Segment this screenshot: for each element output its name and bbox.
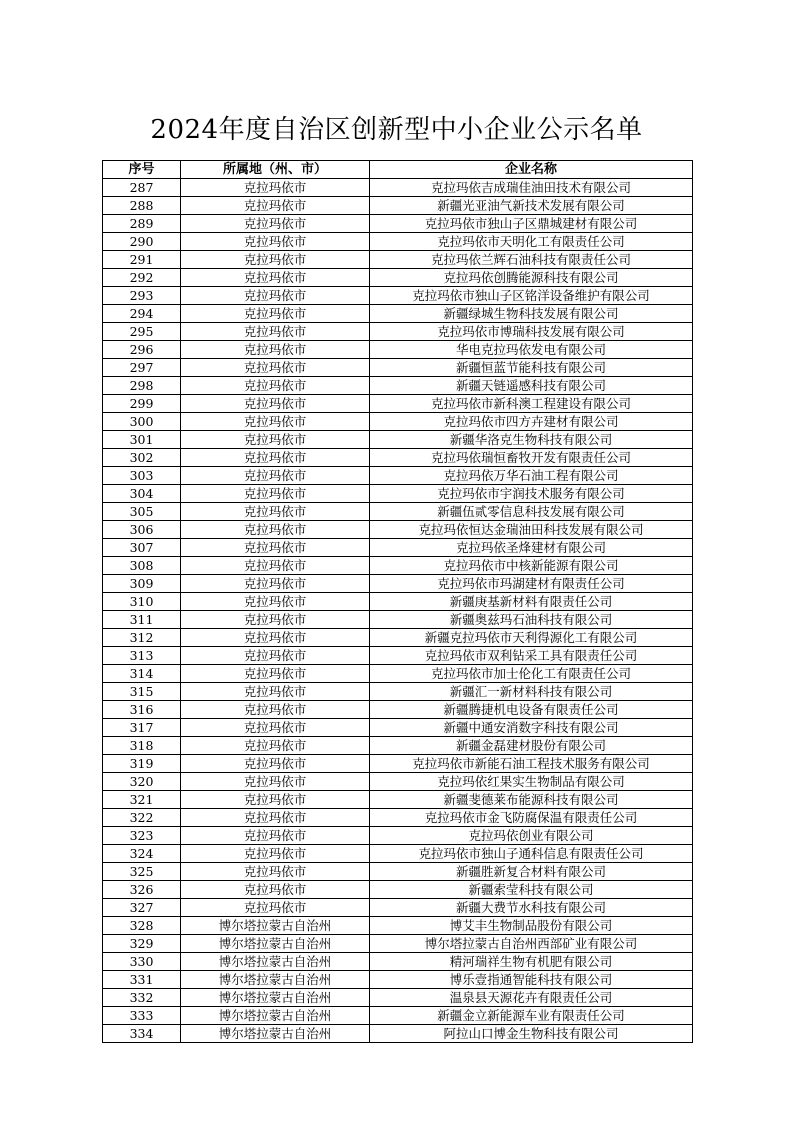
table-row (103, 323, 693, 341)
cell-location: 博尔塔拉蒙古自治州 (181, 935, 370, 953)
cell-enterprise-name: 克拉玛依万华石油工程有限公司 (370, 467, 693, 485)
cell-enterprise-name: 新疆金立新能源车业有限责任公司 (370, 1007, 693, 1025)
header-serial-number: 序号 (103, 161, 181, 179)
cell-serial-number: 329 (103, 935, 181, 953)
table-row (103, 611, 693, 629)
cell-location: 克拉玛依市 (181, 863, 370, 881)
cell-serial-number: 292 (103, 269, 181, 287)
table-row (103, 971, 693, 989)
cell-serial-number: 323 (103, 827, 181, 845)
table-row (103, 395, 693, 413)
cell-location: 克拉玛依市 (181, 809, 370, 827)
table-row (103, 755, 693, 773)
cell-serial-number: 321 (103, 791, 181, 809)
cell-enterprise-name: 新疆天链遥感科技有限公司 (370, 377, 693, 395)
cell-serial-number: 287 (103, 179, 181, 197)
cell-serial-number: 288 (103, 197, 181, 215)
enterprise-list-table (102, 160, 693, 1043)
table-row (103, 791, 693, 809)
table-body (103, 179, 693, 1043)
table-row (103, 557, 693, 575)
cell-enterprise-name: 克拉玛依市加士伦化工有限责任公司 (370, 665, 693, 683)
cell-location: 克拉玛依市 (181, 341, 370, 359)
cell-serial-number: 318 (103, 737, 181, 755)
cell-serial-number: 326 (103, 881, 181, 899)
cell-location: 克拉玛依市 (181, 881, 370, 899)
cell-serial-number: 333 (103, 1007, 181, 1025)
table-row (103, 575, 693, 593)
table-row (103, 215, 693, 233)
table-row (103, 737, 693, 755)
cell-serial-number: 291 (103, 251, 181, 269)
cell-enterprise-name: 克拉玛依市双利钻采工具有限责任公司 (370, 647, 693, 665)
cell-enterprise-name: 华电克拉玛依发电有限公司 (370, 341, 693, 359)
table-row (103, 665, 693, 683)
table-row (103, 827, 693, 845)
cell-enterprise-name: 新疆庚基新材料有限责任公司 (370, 593, 693, 611)
cell-serial-number: 305 (103, 503, 181, 521)
cell-location: 克拉玛依市 (181, 287, 370, 305)
cell-serial-number: 296 (103, 341, 181, 359)
cell-location: 克拉玛依市 (181, 377, 370, 395)
cell-serial-number: 315 (103, 683, 181, 701)
cell-enterprise-name: 克拉玛依市新科澳工程建设有限公司 (370, 395, 693, 413)
cell-serial-number: 311 (103, 611, 181, 629)
cell-enterprise-name: 新疆大费节水科技有限公司 (370, 899, 693, 917)
table-row (103, 413, 693, 431)
cell-location: 克拉玛依市 (181, 305, 370, 323)
cell-enterprise-name: 克拉玛依市金飞防腐保温有限责任公司 (370, 809, 693, 827)
cell-enterprise-name: 新疆绿城生物科技发展有限公司 (370, 305, 693, 323)
cell-enterprise-name: 克拉玛依市玛湖建材有限责任公司 (370, 575, 693, 593)
table-row (103, 989, 693, 1007)
table-row (103, 449, 693, 467)
cell-location: 克拉玛依市 (181, 629, 370, 647)
table-row (103, 863, 693, 881)
table-row (103, 233, 693, 251)
cell-enterprise-name: 克拉玛依市独山子通科信息有限责任公司 (370, 845, 693, 863)
cell-serial-number: 293 (103, 287, 181, 305)
cell-serial-number: 327 (103, 899, 181, 917)
table-row (103, 269, 693, 287)
cell-enterprise-name: 博尔塔拉蒙古自治州西部矿业有限公司 (370, 935, 693, 953)
cell-location: 克拉玛依市 (181, 773, 370, 791)
cell-enterprise-name: 博乐壹指通智能科技有限公司 (370, 971, 693, 989)
cell-enterprise-name: 新疆腾捷机电设备有限责任公司 (370, 701, 693, 719)
cell-enterprise-name: 新疆金磊建材股份有限公司 (370, 737, 693, 755)
table-row (103, 485, 693, 503)
cell-location: 克拉玛依市 (181, 701, 370, 719)
table-row (103, 899, 693, 917)
cell-enterprise-name: 新疆伍贰零信息科技发展有限公司 (370, 503, 693, 521)
cell-location: 克拉玛依市 (181, 611, 370, 629)
cell-serial-number: 303 (103, 467, 181, 485)
table-row (103, 539, 693, 557)
table-header-row (103, 161, 693, 179)
cell-serial-number: 309 (103, 575, 181, 593)
cell-enterprise-name: 克拉玛依市天明化工有限责任公司 (370, 233, 693, 251)
cell-serial-number: 317 (103, 719, 181, 737)
cell-serial-number: 300 (103, 413, 181, 431)
table-row (103, 773, 693, 791)
cell-location: 博尔塔拉蒙古自治州 (181, 989, 370, 1007)
table-row (103, 179, 693, 197)
cell-location: 克拉玛依市 (181, 791, 370, 809)
cell-enterprise-name: 克拉玛依市中核新能源有限公司 (370, 557, 693, 575)
cell-serial-number: 290 (103, 233, 181, 251)
cell-enterprise-name: 克拉玛依市宇润技术服务有限公司 (370, 485, 693, 503)
table-row (103, 467, 693, 485)
cell-enterprise-name: 克拉玛依恒达金瑞油田科技发展有限公司 (370, 521, 693, 539)
cell-location: 博尔塔拉蒙古自治州 (181, 1025, 370, 1043)
cell-serial-number: 299 (103, 395, 181, 413)
cell-location: 克拉玛依市 (181, 431, 370, 449)
cell-serial-number: 310 (103, 593, 181, 611)
table-row (103, 341, 693, 359)
cell-location: 克拉玛依市 (181, 197, 370, 215)
cell-location: 克拉玛依市 (181, 827, 370, 845)
table-row (103, 701, 693, 719)
cell-enterprise-name: 克拉玛依红果实生物制品有限公司 (370, 773, 693, 791)
cell-serial-number: 312 (103, 629, 181, 647)
cell-enterprise-name: 克拉玛依创腾能源科技有限公司 (370, 269, 693, 287)
table-row (103, 521, 693, 539)
cell-serial-number: 330 (103, 953, 181, 971)
cell-enterprise-name: 新疆汇一新材料科技有限公司 (370, 683, 693, 701)
cell-serial-number: 325 (103, 863, 181, 881)
table-row (103, 287, 693, 305)
table-row (103, 917, 693, 935)
cell-serial-number: 332 (103, 989, 181, 1007)
cell-enterprise-name: 阿拉山口博金生物科技有限公司 (370, 1025, 693, 1043)
table-row (103, 1007, 693, 1025)
cell-serial-number: 324 (103, 845, 181, 863)
document-title: 2024年度自治区创新型中小企业公示名单 (150, 115, 643, 145)
cell-location: 克拉玛依市 (181, 215, 370, 233)
table-row (103, 647, 693, 665)
cell-serial-number: 295 (103, 323, 181, 341)
cell-location: 克拉玛依市 (181, 449, 370, 467)
cell-location: 博尔塔拉蒙古自治州 (181, 971, 370, 989)
cell-location: 克拉玛依市 (181, 179, 370, 197)
cell-serial-number: 307 (103, 539, 181, 557)
cell-enterprise-name: 克拉玛依瑞恒畜牧开发有限责任公司 (370, 449, 693, 467)
cell-serial-number: 298 (103, 377, 181, 395)
cell-enterprise-name: 博艾丰生物制品股份有限公司 (370, 917, 693, 935)
cell-serial-number: 294 (103, 305, 181, 323)
cell-location: 克拉玛依市 (181, 359, 370, 377)
cell-serial-number: 301 (103, 431, 181, 449)
cell-location: 博尔塔拉蒙古自治州 (181, 953, 370, 971)
cell-location: 克拉玛依市 (181, 845, 370, 863)
header-location: 所属地（州、市） (181, 161, 370, 179)
cell-enterprise-name: 克拉玛依圣烽建材有限公司 (370, 539, 693, 557)
cell-enterprise-name: 新疆恒蓝节能科技有限公司 (370, 359, 693, 377)
table-row (103, 953, 693, 971)
cell-location: 克拉玛依市 (181, 683, 370, 701)
cell-serial-number: 304 (103, 485, 181, 503)
cell-serial-number: 319 (103, 755, 181, 773)
cell-enterprise-name: 新疆胜新复合材料有限公司 (370, 863, 693, 881)
cell-serial-number: 313 (103, 647, 181, 665)
cell-serial-number: 322 (103, 809, 181, 827)
table-row (103, 593, 693, 611)
cell-serial-number: 331 (103, 971, 181, 989)
cell-location: 克拉玛依市 (181, 395, 370, 413)
cell-location: 克拉玛依市 (181, 665, 370, 683)
cell-location: 克拉玛依市 (181, 323, 370, 341)
cell-serial-number: 320 (103, 773, 181, 791)
cell-enterprise-name: 克拉玛依吉成瑞佳油田技术有限公司 (370, 179, 693, 197)
cell-enterprise-name: 新疆克拉玛依市天利得源化工有限公司 (370, 629, 693, 647)
cell-enterprise-name: 新疆中通安消数字科技有限公司 (370, 719, 693, 737)
cell-enterprise-name: 精河瑞祥生物有机肥有限公司 (370, 953, 693, 971)
table-row (103, 197, 693, 215)
cell-location: 克拉玛依市 (181, 269, 370, 287)
cell-location: 克拉玛依市 (181, 575, 370, 593)
table-row (103, 935, 693, 953)
cell-enterprise-name: 克拉玛依市独山子区鼎城建材有限公司 (370, 215, 693, 233)
table-row (103, 431, 693, 449)
cell-location: 克拉玛依市 (181, 737, 370, 755)
table-row (103, 359, 693, 377)
cell-location: 克拉玛依市 (181, 251, 370, 269)
cell-location: 克拉玛依市 (181, 557, 370, 575)
cell-enterprise-name: 新疆光亚油气新技术发展有限公司 (370, 197, 693, 215)
cell-enterprise-name: 克拉玛依市四方卉建材有限公司 (370, 413, 693, 431)
cell-enterprise-name: 克拉玛依市博瑞科技发展有限公司 (370, 323, 693, 341)
cell-serial-number: 334 (103, 1025, 181, 1043)
table-row (103, 377, 693, 395)
cell-enterprise-name: 新疆奥兹玛石油科技有限公司 (370, 611, 693, 629)
table-row (103, 809, 693, 827)
cell-location: 克拉玛依市 (181, 647, 370, 665)
cell-location: 克拉玛依市 (181, 539, 370, 557)
cell-serial-number: 289 (103, 215, 181, 233)
header-enterprise-name: 企业名称 (370, 161, 693, 179)
cell-serial-number: 297 (103, 359, 181, 377)
cell-location: 博尔塔拉蒙古自治州 (181, 917, 370, 935)
cell-enterprise-name: 克拉玛依市独山子区铭洋设备维护有限公司 (370, 287, 693, 305)
table-row (103, 629, 693, 647)
cell-serial-number: 308 (103, 557, 181, 575)
table-row (103, 845, 693, 863)
cell-enterprise-name: 克拉玛依兰辉石油科技有限责任公司 (370, 251, 693, 269)
cell-location: 克拉玛依市 (181, 233, 370, 251)
table-row (103, 305, 693, 323)
cell-location: 克拉玛依市 (181, 593, 370, 611)
table-row (103, 251, 693, 269)
cell-enterprise-name: 新疆斐德莱布能源科技有限公司 (370, 791, 693, 809)
cell-location: 克拉玛依市 (181, 755, 370, 773)
cell-serial-number: 328 (103, 917, 181, 935)
cell-serial-number: 314 (103, 665, 181, 683)
table-row (103, 881, 693, 899)
table-row (103, 503, 693, 521)
cell-location: 克拉玛依市 (181, 413, 370, 431)
table-row (103, 1025, 693, 1043)
table-row (103, 719, 693, 737)
cell-location: 克拉玛依市 (181, 719, 370, 737)
cell-serial-number: 306 (103, 521, 181, 539)
cell-location: 克拉玛依市 (181, 467, 370, 485)
cell-enterprise-name: 克拉玛依创业有限公司 (370, 827, 693, 845)
cell-enterprise-name: 克拉玛依市新能石油工程技术服务有限公司 (370, 755, 693, 773)
cell-serial-number: 316 (103, 701, 181, 719)
cell-location: 克拉玛依市 (181, 485, 370, 503)
cell-location: 克拉玛依市 (181, 899, 370, 917)
cell-location: 博尔塔拉蒙古自治州 (181, 1007, 370, 1025)
cell-serial-number: 302 (103, 449, 181, 467)
cell-location: 克拉玛依市 (181, 503, 370, 521)
cell-location: 克拉玛依市 (181, 521, 370, 539)
cell-enterprise-name: 新疆索莹科技有限公司 (370, 881, 693, 899)
table-row (103, 683, 693, 701)
cell-enterprise-name: 温泉县天源花卉有限责任公司 (370, 989, 693, 1007)
cell-enterprise-name: 新疆华洛克生物科技有限公司 (370, 431, 693, 449)
